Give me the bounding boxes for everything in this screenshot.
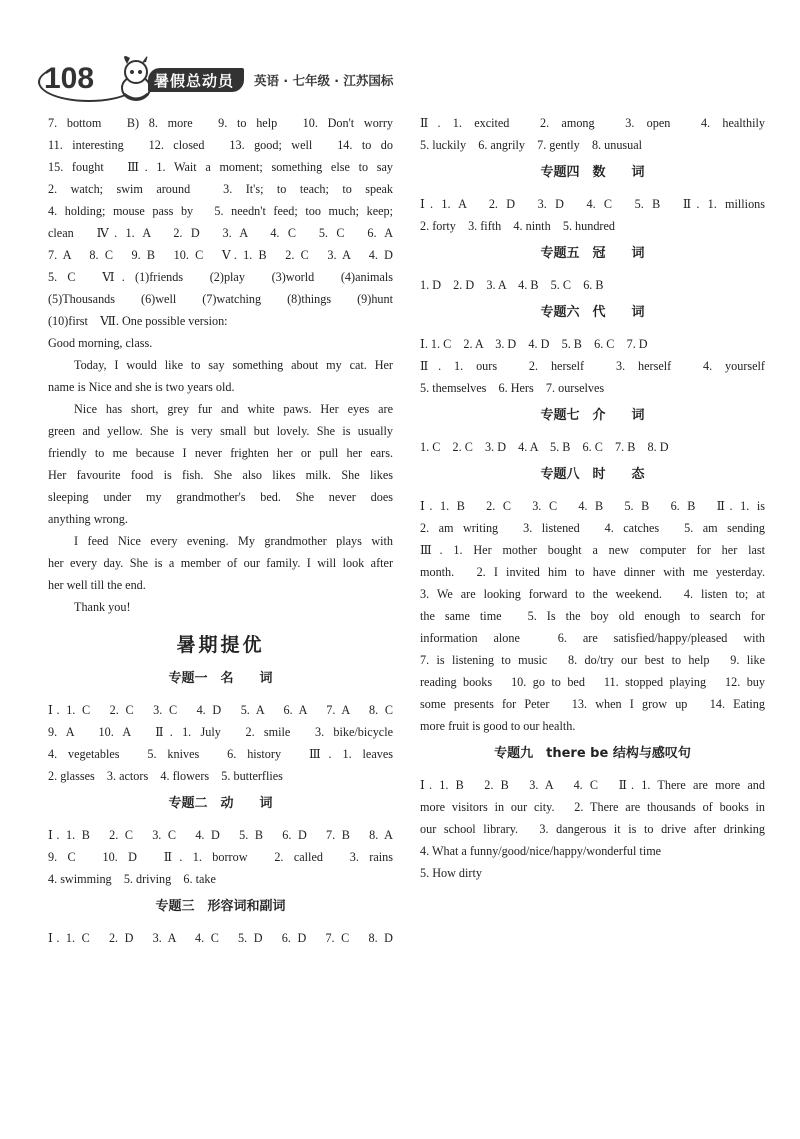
answer-line: 9. A 10. A Ⅱ. 1. July 2. smile 3. bike/bicycle xyxy=(48,725,393,739)
section-heading: 暑期提优 xyxy=(176,634,265,656)
answer-line: some presents for Peter 13. when I grow up 14. Eating xyxy=(420,697,765,711)
answer-line: month. 2. I invited him to have dinner with me yesterday. xyxy=(420,565,765,579)
topic-title: 专题五 冠 词 xyxy=(540,246,645,261)
right-column xyxy=(420,112,765,884)
essay-line: Her favourite food is fish. She also likes milk. She likes xyxy=(48,468,393,482)
book-title: 暑假总动员 xyxy=(154,72,235,90)
answer-line: Ⅰ. 1. C 2. C 3. C 4. D 5. A 6. A 7. A 8. C xyxy=(48,703,393,717)
essay-line: anything wrong. xyxy=(48,512,128,526)
answer-line: 5. luckily 6. angrily 7. gently 8. unusual xyxy=(420,138,643,152)
left-column xyxy=(48,112,393,949)
answer-line: more visitors in our city. 2. There are thousands of books in xyxy=(420,800,765,814)
answer-line: 5. C Ⅵ. (1)friends (2)play (3)world (4)animals xyxy=(48,270,393,284)
essay-line: Nice has short, grey fur and white paws. Her eyes are xyxy=(74,402,393,416)
answer-line: clean Ⅳ. 1. A 2. D 3. A 4. C 5. C 6. A xyxy=(48,226,393,240)
answer-line: 15. fought Ⅲ. 1. Wait a moment; something else to say xyxy=(48,160,393,174)
page-number: 108 xyxy=(44,62,95,95)
answer-line: 4. holding; mouse pass by 5. needn't feed; too much; keep; xyxy=(48,204,393,218)
page-header xyxy=(36,50,406,106)
answer-line: the same time 5. Is the boy old enough to search for xyxy=(420,609,765,623)
answer-line: 1. C 2. C 3. D 4. A 5. B 6. C 7. B 8. D xyxy=(420,440,669,454)
answer-line: Ⅰ. 1. B 2. C 3. C 4. B 5. B 6. B Ⅱ. 1. is xyxy=(420,499,765,513)
essay-line: her every day. She is a member of our family. I will look after xyxy=(48,556,393,570)
topic-title: 专题四 数 词 xyxy=(540,165,645,180)
answer-line: 7. bottom B) 8. more 9. to help 10. Don't worry xyxy=(48,116,393,130)
answer-line: information alone 6. are satisfied/happy/pleased with xyxy=(420,631,765,645)
answer-line: 1. D 2. D 3. A 4. B 5. C 6. B xyxy=(420,278,604,292)
answer-line: 4. vegetables 5. knives 6. history Ⅲ. 1. leaves xyxy=(48,747,393,761)
book-subtitle: 英语 · 七年级 · 江苏国标 xyxy=(254,73,394,88)
essay-line: I feed Nice every evening. My grandmother plays with xyxy=(74,534,393,548)
answer-line: Ⅰ. 1. B 2. C 3. C 4. D 5. B 6. D 7. B 8. A xyxy=(48,828,393,842)
answer-line: Ⅰ. 1. C 2. D 3. A 4. C 5. D 6. D 7. C 8. D xyxy=(48,931,393,945)
essay-line: Today, I would like to say something about my cat. Her xyxy=(74,358,393,372)
answer-line: 2. glasses 3. actors 4. flowers 5. butterflies xyxy=(48,769,283,783)
answer-line: 4. swimming 5. driving 6. take xyxy=(48,872,216,886)
essay-line: friendly to me because I never frighten her or pull her ears. xyxy=(48,446,393,460)
topic-title: 专题一 名 词 xyxy=(168,671,273,686)
answer-line: (5)Thousands (6)well (7)watching (8)things (9)hunt xyxy=(48,292,393,306)
answer-line: (10)first Ⅶ. One possible version: xyxy=(48,314,228,328)
answer-line: reading books 10. go to bed 11. stopped playing 12. buy xyxy=(420,675,765,689)
essay-line: name is Nice and she is two years old. xyxy=(48,380,235,394)
answer-line: 5. How dirty xyxy=(420,866,482,880)
answer-line: 2. watch; swim around 3. It's; to teach; to speak xyxy=(48,182,393,196)
essay-closing: Thank you! xyxy=(74,600,131,614)
answer-line: Ⅰ. 1. A 2. D 3. D 4. C 5. B Ⅱ. 1. millions xyxy=(420,197,765,211)
answer-line: 4. What a funny/good/nice/happy/wonderful time xyxy=(420,844,662,858)
essay-greeting: Good morning, class. xyxy=(48,336,153,350)
answer-line: 9. C 10. D Ⅱ. 1. borrow 2. called 3. rains xyxy=(48,850,393,864)
topic-title: 专题二 动 词 xyxy=(168,796,273,811)
topic-title: 专题七 介 词 xyxy=(540,408,645,423)
answer-line: Ⅰ. 1. C 2. A 3. D 4. D 5. B 6. C 7. D xyxy=(420,337,648,351)
answer-line: Ⅲ. 1. Her mother bought a new computer for her last xyxy=(420,543,765,557)
answer-line: Ⅱ. 1. ours 2. herself 3. herself 4. yourself xyxy=(420,359,765,373)
essay-line: her well till the end. xyxy=(48,578,146,592)
answer-line: more fruit is good to our health. xyxy=(420,719,576,733)
answer-line: 7. A 8. C 9. B 10. C Ⅴ. 1. B 2. C 3. A 4. D xyxy=(48,248,393,262)
answer-line: 3. We are looking forward to the weekend. 4. listen to; at xyxy=(420,587,765,601)
topic-title: 专题六 代 词 xyxy=(540,305,645,320)
topic-title: 专题三 形容词和副词 xyxy=(155,899,286,914)
answer-line: 2. forty 3. fifth 4. ninth 5. hundred xyxy=(420,219,615,233)
answer-line: 7. is listening to music 8. do/try our best to help 9. like xyxy=(420,653,765,667)
answer-line: 2. am writing 3. listened 4. catches 5. am sending xyxy=(420,521,765,535)
answer-line: 11. interesting 12. closed 13. good; well 14. to do xyxy=(48,138,393,152)
answer-line: 5. themselves 6. Hers 7. ourselves xyxy=(420,381,605,395)
answer-line: Ⅱ. 1. excited 2. among 3. open 4. healthily xyxy=(420,116,765,130)
essay-line: green and yellow. She is very small but lovely. She is usually xyxy=(48,424,393,438)
answer-line: Ⅰ. 1. B 2. B 3. A 4. C Ⅱ. 1. There are more and xyxy=(420,778,765,792)
topic-title: 专题八 时 态 xyxy=(540,467,645,482)
answer-line: our school library. 3. dangerous it is to drive after drinking xyxy=(420,822,765,836)
topic-title: 专题九 there be 结构与感叹句 xyxy=(494,746,691,761)
essay-line: sleeping under my grandmother's bed. She never does xyxy=(48,490,393,504)
